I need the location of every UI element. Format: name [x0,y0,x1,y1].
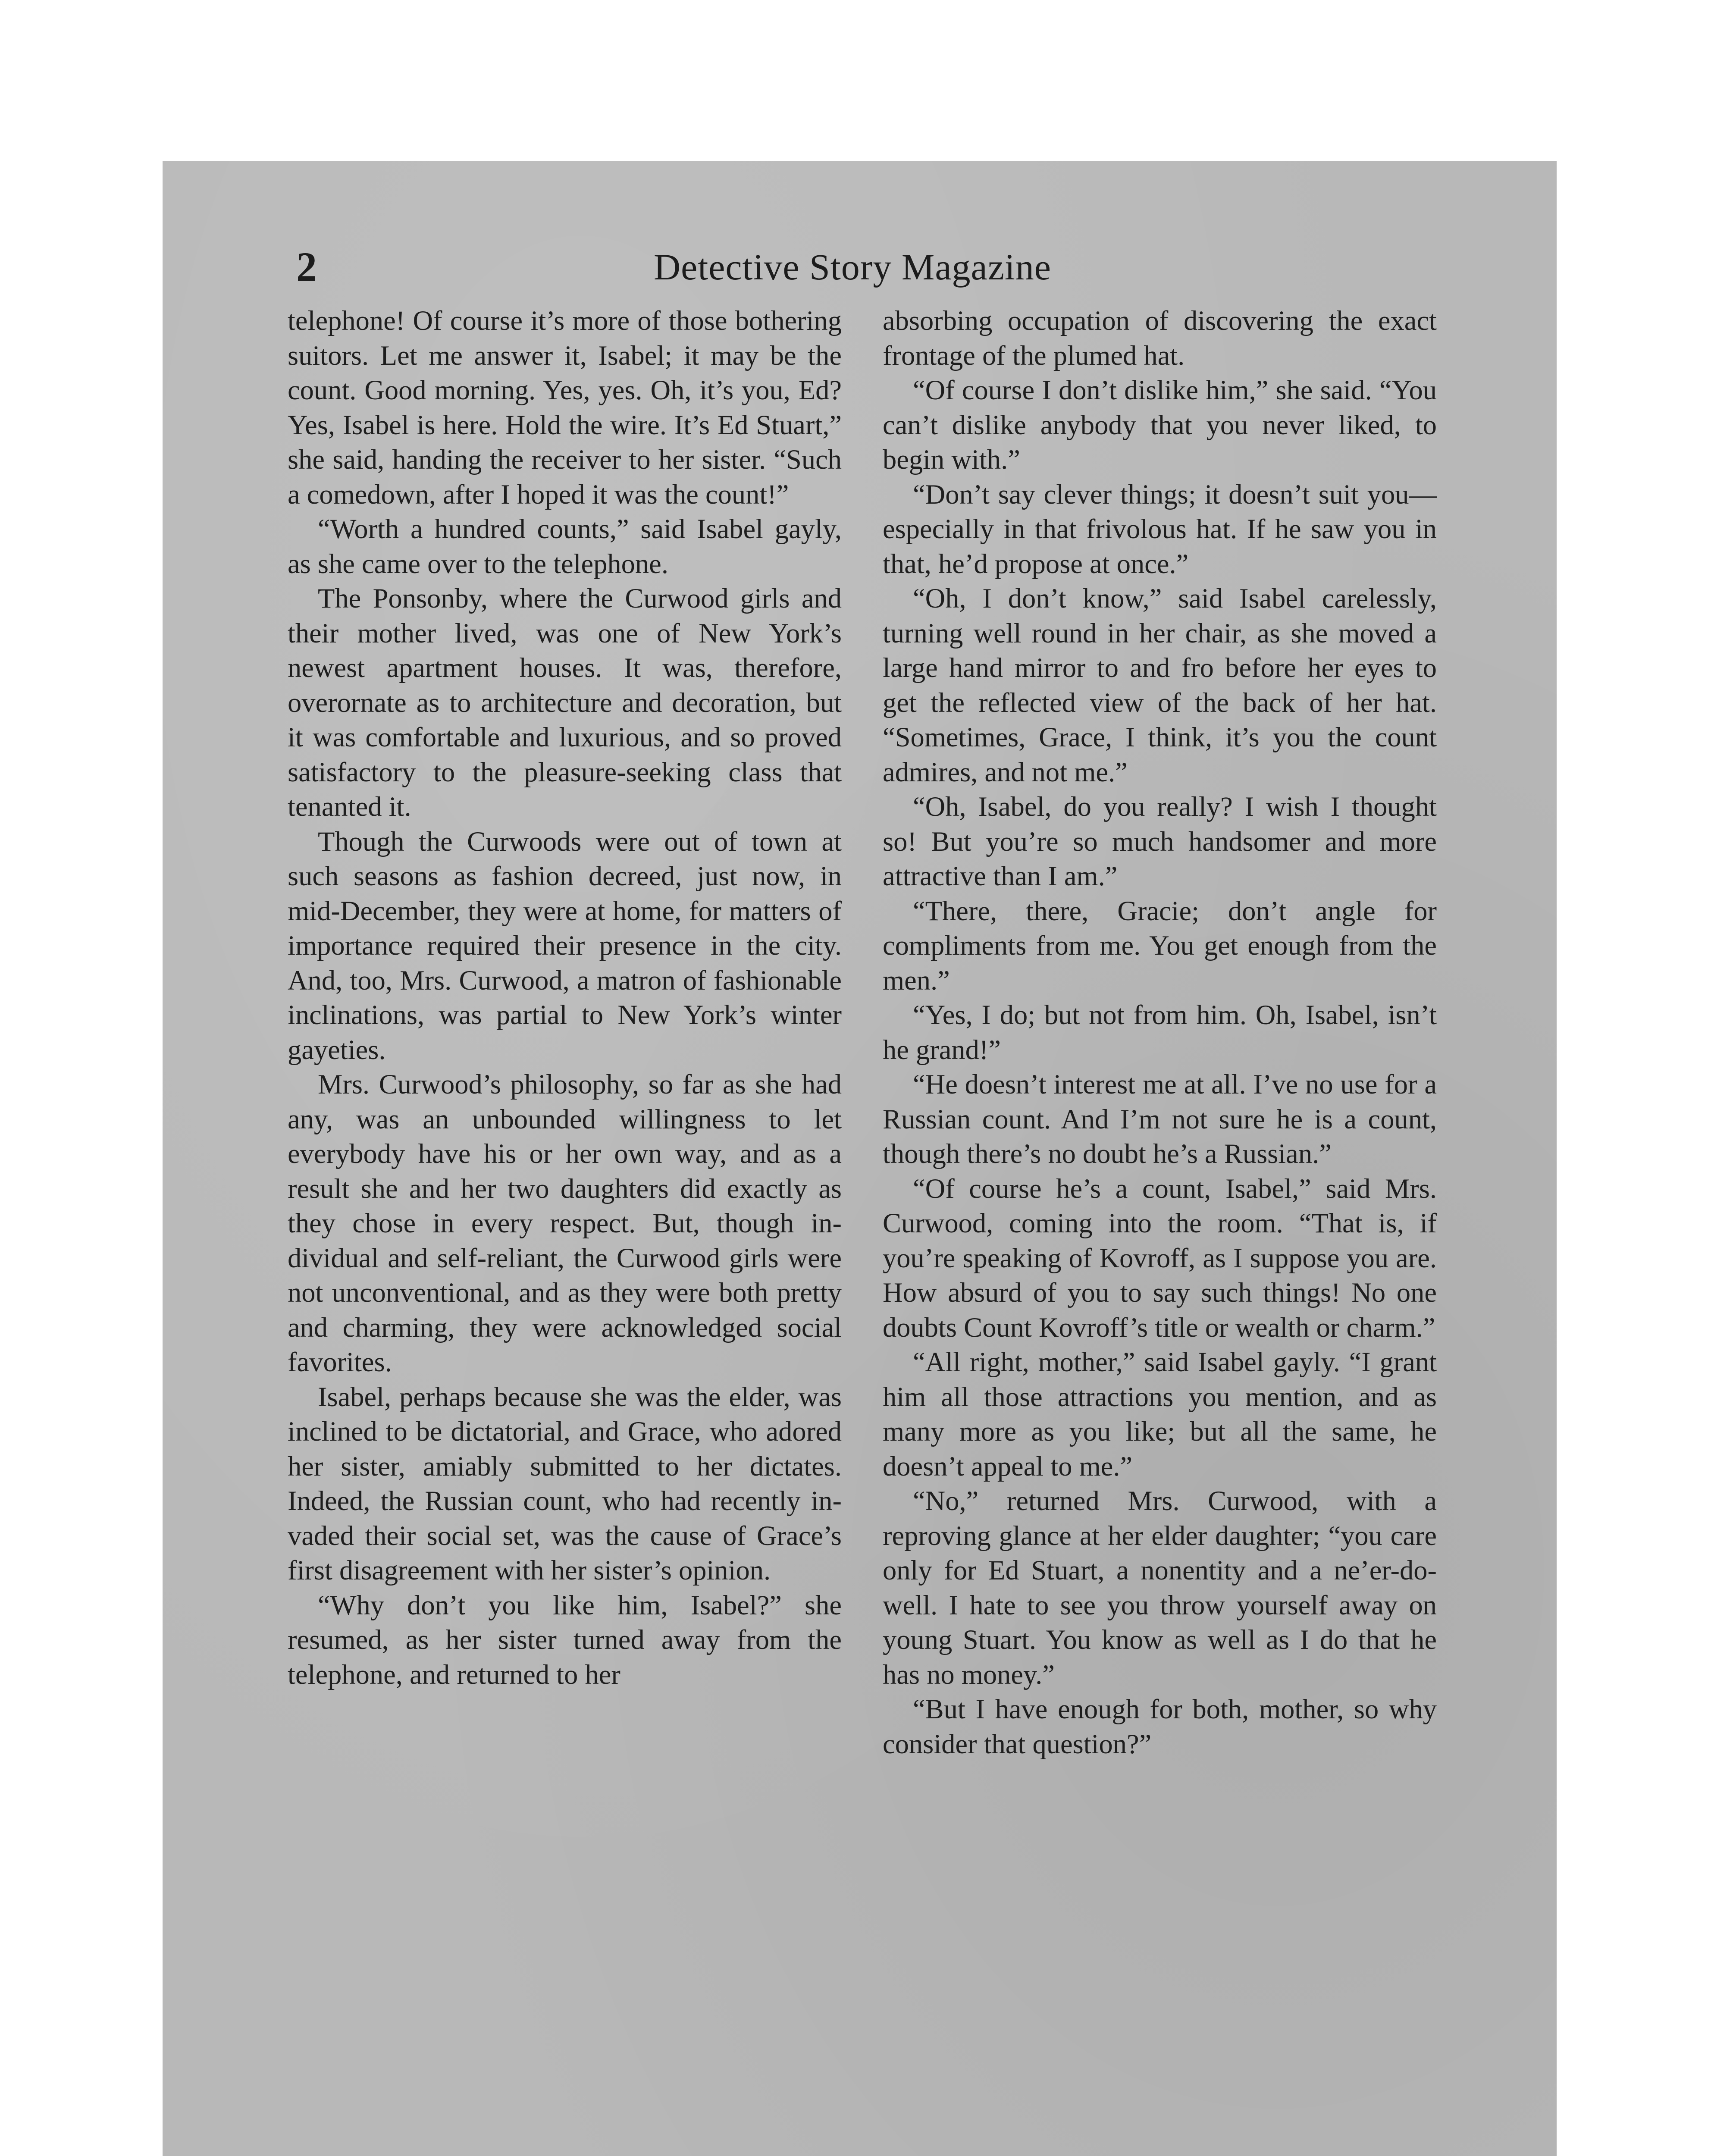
paragraph: “Why don’t you like him, Isabel?” she resumed, as her sister turned away from the telephone, and returned to her [288,1589,842,1690]
paragraph: The Ponsonby, where the Curwood girls and their mother lived, was one of New York’s newest apartment houses. It was, therefore, overornate as to architecture and decoration, but it was comfortable and luxurious, and so proved satisfactory to the pleasure-seeking class that tenanted it. [288,583,842,822]
page-header [296,230,1409,304]
paragraph: “No,” returned Mrs. Curwood, with a reproving glance at her elder daughter; “you care only for Ed Stuart, a nonentity and a ne’er-do-well. I hate to see you throw yourself away on young Stuart. You know as well as I do that he has no money.” [883,1485,1437,1690]
paragraph: “Worth a hundred counts,” said Isabel gayly, as she came over to the telephone. [288,514,842,579]
paragraph: “Yes, I do; but not from him. Oh, Isabel, isn’t he grand!” [883,1000,1437,1065]
paragraph: “Of course he’s a count, Isabel,” said Mrs. Curwood, coming into the room. “That is, if you’re speaking of Kovroff, as I suppose you are. How absurd of you to say such things! No one doubts Count Kovroff’s title or wealth or charm.” [883,1173,1437,1343]
paragraph: “Don’t say clever things; it doesn’t suit you—especially in that frivolous hat. If he saw you in that, he’d propose at once.” [883,479,1437,579]
paragraph: “He doesn’t interest me at all. I’ve no use for a Russian count. And I’m not sure he is a count, though there’s no doubt he’s a Russian.” [883,1069,1437,1169]
paragraph: “Oh, Isabel, do you really? I wish I thought so! But you’re so much handsomer and more attractive than I am.” [883,791,1437,891]
paragraph: “Of course I don’t dislike him,” she said. “You can’t dislike anybody that you never liked, to begin with.” [883,375,1437,475]
paragraph: Though the Curwoods were out of town at such seasons as fashion decreed, just now, in mid-December, they were at home, for matters of importance required their presence in the city. And, too, Mrs. Curwood, a matron of fashionable inclinations, was partial to New York’s winter gayeties. [288,826,842,1065]
paragraph: “Oh, I don’t know,” said Isabel carelessly, turning well round in her chair, as she moved a large hand mirror to and fro before her eyes to get the reflected view of the back of her hat. “Sometimes, Grace, I think, it’s you the count admires, and not me.” [883,583,1437,787]
page-number: 2 [296,244,317,290]
paragraph: Mrs. Curwood’s philosophy, so far as she had any, was an unbounded willingness to let everybody have his or her own way, and as a result she and her two daughters did exactly as they chose in every respect. But, though individual and self-reliant, the Curwood girls were not unconventional, and as they were both pretty and charming, they were acknowledged social favorites. [288,1069,842,1377]
running-title: Detective Story Magazine [654,246,1051,288]
scanned-page [163,161,1557,2156]
left-column [288,304,842,1692]
paragraph: “There, there, Gracie; don’t angle for compliments from me. You get enough from the men.” [883,895,1437,996]
right-column [883,304,1437,1761]
paragraph: “But I have enough for both, mother, so why consider that question?” [883,1694,1437,1759]
paragraph: absorbing occupation of discovering the exact frontage of the plumed hat. [883,305,1437,371]
paragraph: “All right, mother,” said Isabel gayly. “I grant him all those attractions you mention, and as many more as you like; but all the same, he doesn’t appeal to me.” [883,1347,1437,1482]
paragraph: telephone! Of course it’s more of those bothering suitors. Let me answer it, Isabel; it may be the count. Good morning. Yes, yes. Oh, it’s you, Ed? Yes, Isabel is here. Hold the wire. It’s Ed Stuart,” she said, handing the receiver to her sister. “Such a comedown, after I hoped it was the count!” [288,305,842,510]
paragraph: Isabel, perhaps because she was the elder, was inclined to be dictatorial, and Grace, who adored her sister, amiably submitted to her dictates. Indeed, the Russian count, who had recently invaded their social set, was the cause of Grace’s first disagreement with her sister’s opinion. [288,1381,842,1586]
